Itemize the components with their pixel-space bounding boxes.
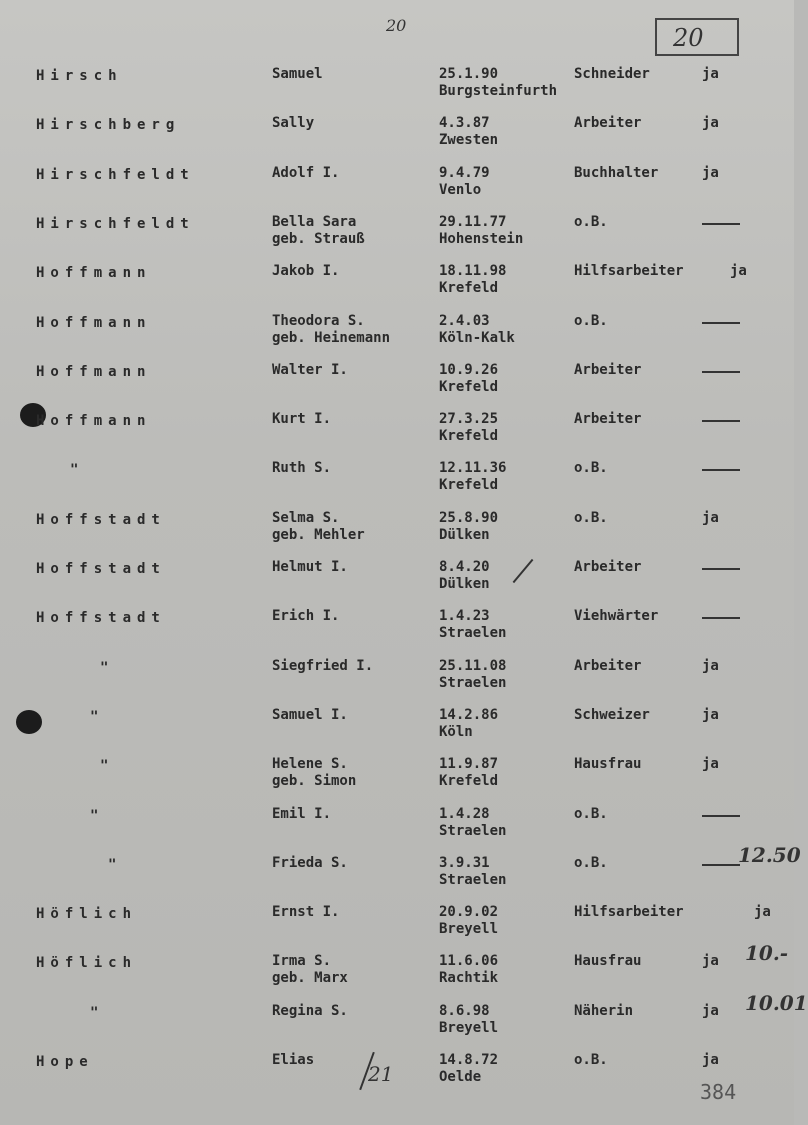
- birth-info: [439, 115, 498, 149]
- maiden-name-line: geb. Mehler: [272, 527, 365, 543]
- maiden-name-line: geb. Marx: [272, 970, 348, 986]
- surname: Hirsch: [36, 68, 123, 84]
- given-name-line: Frieda S.: [272, 855, 348, 871]
- birth-info: [439, 263, 506, 297]
- ja-flag: ja: [702, 953, 719, 969]
- register-row: [0, 707, 794, 755]
- register-row: [0, 806, 794, 854]
- ja-flag: ja: [702, 165, 719, 181]
- ja-flag: ja: [730, 263, 747, 279]
- surname-ditto: ": [108, 857, 117, 873]
- given-name-line: Walter I.: [272, 362, 348, 378]
- given-name-line: Elias: [272, 1052, 315, 1068]
- occupation: Arbeiter: [574, 411, 642, 427]
- surname: Hoffmann: [36, 315, 152, 331]
- birth-info: [439, 66, 557, 100]
- given-name-line: Ruth S.: [272, 460, 332, 476]
- given-name: [272, 115, 314, 132]
- birth-info: [439, 214, 523, 248]
- occupation: o.B.: [574, 214, 608, 230]
- birth-date: 27.3.25: [439, 411, 499, 427]
- register-row: [0, 460, 794, 508]
- given-name-line: Helmut I.: [272, 559, 348, 575]
- register-row: [0, 362, 794, 410]
- given-name: [272, 1052, 314, 1069]
- given-name-line: Selma S.: [272, 510, 340, 526]
- ja-flag: ja: [702, 1003, 719, 1019]
- register-row: [0, 115, 794, 163]
- birth-info: [439, 313, 515, 347]
- occupation: Buchhalter: [574, 165, 659, 181]
- birth-place: Straelen: [439, 823, 507, 839]
- register-row: [0, 510, 794, 558]
- surname-ditto: ": [90, 709, 99, 725]
- birth-date: 11.6.06: [439, 953, 499, 969]
- given-name: [272, 559, 348, 576]
- birth-date: 18.11.98: [439, 263, 507, 279]
- surname-ditto: ": [70, 462, 79, 478]
- surname: Höflich: [36, 906, 138, 922]
- maiden-name-line: geb. Heinemann: [272, 330, 391, 346]
- given-name-line: Jakob I.: [272, 263, 340, 279]
- birth-place: Straelen: [439, 625, 507, 641]
- occupation: Hilfsarbeiter: [574, 263, 684, 279]
- birth-info: [439, 1003, 498, 1037]
- birth-place: Burgsteinfurth: [439, 83, 558, 99]
- occupation: Schneider: [574, 66, 650, 82]
- dash-mark: [702, 864, 740, 866]
- birth-place: Venlo: [439, 182, 482, 198]
- register-row: [0, 263, 794, 311]
- birth-date: 14.2.86: [439, 707, 499, 723]
- occupation: Näherin: [574, 1003, 634, 1019]
- birth-info: [439, 658, 506, 692]
- birth-place: Rachtik: [439, 970, 499, 986]
- register-row: [0, 313, 794, 361]
- given-name-line: Kurt I.: [272, 411, 332, 427]
- birth-date: 11.9.87: [439, 756, 499, 772]
- surname: Hoffstadt: [36, 561, 166, 577]
- birth-place: Breyell: [439, 1020, 499, 1036]
- birth-info: [439, 953, 498, 987]
- occupation: Viehwärter: [574, 608, 659, 624]
- dash-mark: [702, 322, 740, 324]
- ja-flag: ja: [702, 658, 719, 674]
- occupation: Hausfrau: [574, 953, 642, 969]
- given-name: [272, 411, 331, 428]
- given-name: [272, 658, 373, 675]
- birth-date: 1.4.28: [439, 806, 490, 822]
- occupation: Arbeiter: [574, 658, 642, 674]
- ja-flag: ja: [702, 756, 719, 772]
- surname-ditto: ": [90, 1005, 99, 1021]
- surname-ditto: ": [90, 808, 99, 824]
- handwritten-note: 10.01: [745, 991, 808, 1015]
- given-name: [272, 806, 331, 823]
- occupation: Schweizer: [574, 707, 650, 723]
- ja-flag: ja: [702, 66, 719, 82]
- given-name: [272, 904, 339, 921]
- register-row: [0, 411, 794, 459]
- dash-mark: [702, 568, 740, 570]
- birth-date: 25.8.90: [439, 510, 499, 526]
- dash-mark: [702, 469, 740, 471]
- birth-date: 25.11.08: [439, 658, 507, 674]
- dash-mark: [702, 371, 740, 373]
- register-row: [0, 66, 794, 114]
- given-name: [272, 953, 348, 987]
- register-row: [0, 559, 794, 607]
- register-row: [0, 1052, 794, 1100]
- ja-flag: ja: [754, 904, 771, 920]
- dash-mark: [702, 223, 740, 225]
- given-name: [272, 313, 390, 347]
- register-row: [0, 756, 794, 804]
- birth-info: [439, 510, 498, 544]
- birth-place: Dülken: [439, 576, 490, 592]
- given-name-line: Erich I.: [272, 608, 340, 624]
- dash-mark: [702, 420, 740, 422]
- birth-place: Zwesten: [439, 132, 499, 148]
- birth-place: Straelen: [439, 872, 507, 888]
- given-name-line: Samuel: [272, 66, 323, 82]
- occupation: Hilfsarbeiter: [574, 904, 684, 920]
- occupation: Arbeiter: [574, 559, 642, 575]
- birth-date: 12.11.36: [439, 460, 507, 476]
- given-name: [272, 510, 365, 544]
- birth-date: 9.4.79: [439, 165, 490, 181]
- dash-mark: [702, 617, 740, 619]
- maiden-name-line: geb. Simon: [272, 773, 357, 789]
- birth-info: [439, 608, 506, 642]
- birth-date: 1.4.23: [439, 608, 490, 624]
- birth-place: Köln: [439, 724, 473, 740]
- given-name: [272, 165, 339, 182]
- register-row: [0, 214, 794, 262]
- given-name: [272, 362, 348, 379]
- birth-date: 2.4.03: [439, 313, 490, 329]
- given-name-line: Emil I.: [272, 806, 332, 822]
- ja-flag: ja: [702, 115, 719, 131]
- register-row: [0, 941, 794, 1001]
- register-row: [0, 608, 794, 656]
- birth-date: 14.8.72: [439, 1052, 499, 1068]
- surname: Hirschfeldt: [36, 167, 195, 183]
- birth-date: 29.11.77: [439, 214, 507, 230]
- given-name: [272, 214, 365, 248]
- birth-info: [439, 362, 498, 396]
- birth-place: Krefeld: [439, 773, 499, 789]
- birth-date: 3.9.31: [439, 855, 490, 871]
- birth-info: [439, 1052, 498, 1086]
- given-name-line: Samuel I.: [272, 707, 348, 723]
- given-name: [272, 263, 339, 280]
- birth-place: Krefeld: [439, 379, 499, 395]
- birth-place: Hohenstein: [439, 231, 524, 247]
- birth-date: 25.1.90: [439, 66, 499, 82]
- stamp-number: 384: [700, 1080, 737, 1104]
- dash-mark: [702, 815, 740, 817]
- birth-info: [439, 559, 490, 593]
- handwritten-note: 10.-: [745, 941, 789, 965]
- register-row: [0, 658, 794, 706]
- surname-ditto: ": [100, 758, 109, 774]
- birth-place: Krefeld: [439, 477, 499, 493]
- given-name-line: Bella Sara: [272, 214, 357, 230]
- birth-place: Oelde: [439, 1069, 482, 1085]
- occupation: o.B.: [574, 313, 608, 329]
- given-name: [272, 1003, 348, 1020]
- birth-date: 8.6.98: [439, 1003, 490, 1019]
- given-name: [272, 66, 323, 83]
- surname: Hoffmann: [36, 265, 152, 281]
- birth-info: [439, 165, 490, 199]
- surname: Hoffmann: [36, 364, 152, 380]
- given-name-line: Siegfried I.: [272, 658, 374, 674]
- handwritten-note: 12.50: [738, 843, 801, 867]
- given-name-line: Theodora S.: [272, 313, 365, 329]
- given-name: [272, 855, 348, 872]
- birth-info: [439, 707, 498, 741]
- birth-place: Köln-Kalk: [439, 330, 515, 346]
- birth-date: 4.3.87: [439, 115, 490, 131]
- surname-ditto: ": [100, 660, 109, 676]
- birth-place: Straelen: [439, 675, 507, 691]
- given-name-line: Adolf I.: [272, 165, 340, 181]
- maiden-name-line: geb. Strauß: [272, 231, 365, 247]
- boxed-page-number: [655, 18, 739, 56]
- given-name: [272, 707, 348, 724]
- ja-flag: ja: [702, 1052, 719, 1068]
- birth-place: Krefeld: [439, 428, 499, 444]
- surname: Hoffstadt: [36, 610, 166, 626]
- occupation: o.B.: [574, 806, 608, 822]
- ja-flag: ja: [702, 707, 719, 723]
- occupation: o.B.: [574, 1052, 608, 1068]
- given-name-line: Sally: [272, 115, 315, 131]
- handwritten-mark: 21: [368, 1062, 394, 1086]
- ja-flag: ja: [702, 510, 719, 526]
- birth-info: [439, 855, 506, 889]
- birth-date: 8.4.20: [439, 559, 490, 575]
- surname: Höflich: [36, 955, 138, 971]
- surname: Hirschberg: [36, 117, 181, 133]
- surname: Hirschfeldt: [36, 216, 195, 232]
- occupation: o.B.: [574, 460, 608, 476]
- given-name: [272, 756, 356, 790]
- given-name-line: Ernst I.: [272, 904, 340, 920]
- occupation: Arbeiter: [574, 362, 642, 378]
- given-name: [272, 608, 339, 625]
- birth-info: [439, 460, 506, 494]
- birth-place: Dülken: [439, 527, 490, 543]
- given-name: [272, 460, 331, 477]
- register-row: [0, 991, 808, 1051]
- occupation: o.B.: [574, 510, 608, 526]
- register-row: [0, 843, 801, 903]
- handwritten-page-number: 20: [386, 16, 407, 35]
- occupation: o.B.: [574, 855, 608, 871]
- birth-info: [439, 411, 498, 445]
- birth-date: 20.9.02: [439, 904, 499, 920]
- given-name-line: Helene S.: [272, 756, 348, 772]
- occupation: Hausfrau: [574, 756, 642, 772]
- occupation: Arbeiter: [574, 115, 642, 131]
- birth-info: [439, 806, 506, 840]
- birth-info: [439, 756, 498, 790]
- surname: Hope: [36, 1054, 94, 1070]
- birth-info: [439, 904, 498, 938]
- birth-place: Breyell: [439, 921, 499, 937]
- surname: Hoffmann: [36, 413, 152, 429]
- birth-place: Krefeld: [439, 280, 499, 296]
- register-row: [0, 165, 794, 213]
- given-name-line: Regina S.: [272, 1003, 348, 1019]
- given-name-line: Irma S.: [272, 953, 332, 969]
- register-row: [0, 904, 794, 952]
- surname: Hoffstadt: [36, 512, 166, 528]
- birth-date: 10.9.26: [439, 362, 499, 378]
- boxed-page-number-text: 20: [673, 24, 704, 52]
